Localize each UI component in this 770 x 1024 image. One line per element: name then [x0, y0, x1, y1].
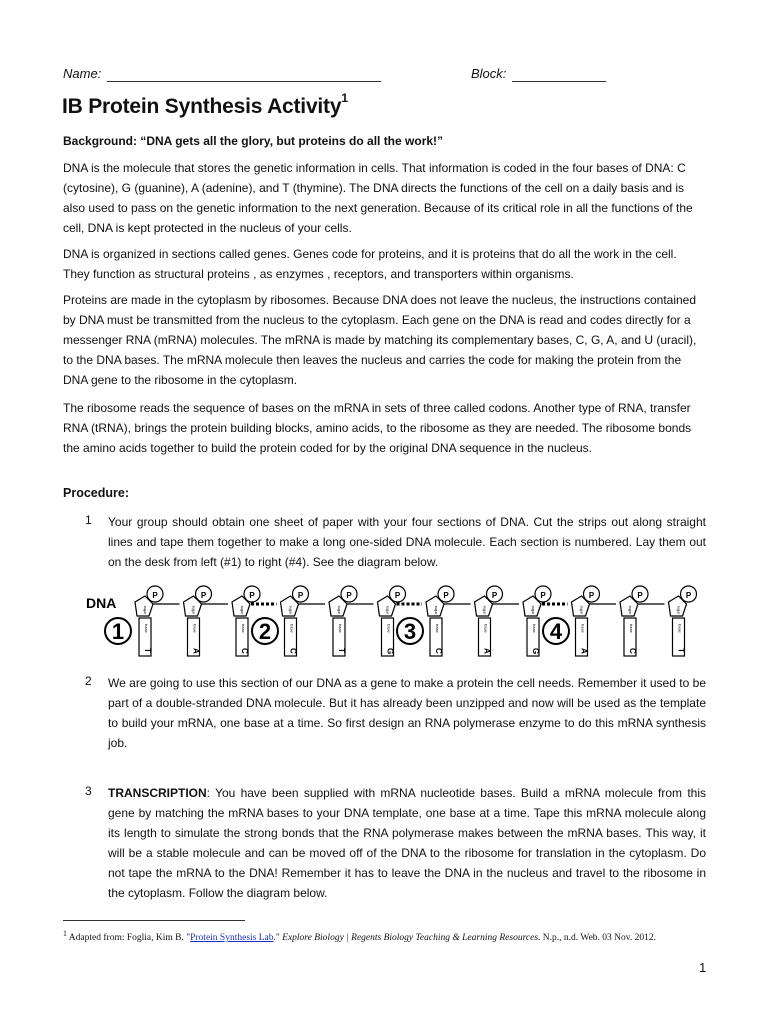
procedure-step-1: Your group should obtain one sheet of paper with your four sections of DNA. Cut the strips out along straight lines and tape them together to make a long one-sided DNA molecule. Each section is numbered. Lay them out on the desk from left (#1) to right (#4). See the diagram below. [108, 515, 706, 569]
dna-label: DNA [86, 595, 117, 611]
procedure-number: 2 [85, 674, 92, 688]
base-prefix-label: base [289, 624, 295, 633]
sugar-label: sugar [434, 605, 438, 615]
paragraph-dna: DNA is the molecule that stores the genetic information in cells. That information is coded in the four bases of DNA: C (cytosine), G (guanine), A (adenine), and T (thymine). The DNA directs the functions of the cell on a daily basis and is also used to pass on the genetic information to the next generation. Because of its critical role in all the functions of the cell, DNA is kept protected in the nucleus of your cells. [63, 161, 693, 235]
paragraph-ribosome: The ribosome reads the sequence of bases on the mRNA in sets of three called codons. Another type of RNA, transfer RNA (tRNA), brings the protein building blocks, amino acids, to the ribosome as they are needed. The ribosome bonds the amino acids together to build the protein coded for by the original DNA sequence in the nucleus. [63, 401, 692, 455]
sugar-label: sugar [337, 605, 341, 615]
base-letter: C [288, 648, 298, 654]
title-text: IB Protein Synthesis Activity [62, 95, 342, 118]
dna-diagram [80, 574, 692, 666]
base-prefix-label: base [241, 624, 246, 633]
base-prefix-label: base [338, 624, 343, 633]
base-letter: C [628, 648, 637, 654]
base-letter: T [337, 648, 346, 653]
transcription-text: : You have been supplied with mRNA nucleotide bases. Build a mRNA molecule from this gene by matching the mRNA bases to your DNA template, one base at a time. Tape this mRNA molecule along its length to simulate the strong bonds that the RNA polymerase makes between the mRNA bases. This way, it will be a stable molecule and can be moved off of the DNA to the ribosome for translation in the cytoplasm. Do not tape the mRNA to the DNA! Remember it has to leave the DNA in the nucleus and travel to the ribosome in the cytoplasm. Follow the diagram below. [108, 786, 706, 900]
sugar-label: sugar [482, 605, 487, 615]
phosphate-label: P [394, 591, 401, 600]
sugar-label: sugar [191, 605, 196, 615]
title-footnote-ref: 1 [341, 91, 348, 105]
phosphate-label: P [637, 591, 643, 600]
base-letter: G [531, 648, 540, 655]
procedure-number: 3 [85, 784, 92, 798]
phosphate-label: P [200, 591, 207, 600]
sugar-label: sugar [628, 605, 632, 615]
base-letter: A [579, 648, 589, 654]
procedure-step-2: We are going to use this section of our DNA as a gene to make a protein the cell needs. Remember it used to be part of a double-stranded DNA molecule. But it has already been unzipped and now will be used as the template to build your mRNA, one base at a time. So first design an RNA polymerase enzyme to do this mRNA synthesis job. [108, 676, 706, 750]
section-number: 2 [258, 619, 272, 644]
sugar-label: sugar [676, 605, 681, 615]
sugar-label: sugar [531, 605, 535, 615]
phosphate-label: P [685, 591, 692, 600]
section-number: 3 [403, 619, 417, 644]
block-blank[interactable] [512, 81, 606, 82]
block-label: Block: [471, 66, 507, 81]
base-letter: C [240, 648, 249, 654]
base-letter: A [191, 648, 201, 654]
base-prefix-label: base [580, 624, 586, 633]
base-prefix-label: base [483, 624, 489, 633]
phosphate-label: P [491, 591, 498, 600]
base-prefix-label: base [144, 624, 149, 633]
sugar-label: sugar [143, 605, 147, 615]
name-label: Name: [63, 66, 102, 81]
footnote-journal: Explore Biology | Regents Biology Teaching & Learning Resources [282, 933, 539, 944]
phosphate-label: P [152, 591, 158, 600]
section-number: 4 [549, 619, 563, 644]
procedure-number: 1 [85, 513, 92, 527]
paragraph-genes: DNA is organized in sections called genes. Genes code for proteins, and it is proteins that do all the work in the cell. They function as structural proteins , as enzymes , receptors, and transporters within organisms. [63, 247, 677, 281]
base-prefix-label: base [192, 624, 198, 633]
page-number: 1 [699, 960, 707, 975]
footnote-rule [63, 920, 245, 921]
phosphate-label: P [443, 591, 449, 600]
base-prefix-label: base [629, 624, 634, 633]
sugar-label: sugar [288, 605, 293, 615]
base-letter: C [434, 648, 443, 654]
sugar-label: sugar [579, 605, 584, 615]
phosphate-label: P [346, 591, 352, 600]
paragraph-proteins: Proteins are made in the cytoplasm by ribosomes. Because DNA does not leave the nucleus, the instructions contained by DNA must be transmitted from the nucleus to the cytoplasm. Each gene on the DNA is read and codes directly for a messenger RNA (mRNA) molecules. The mRNA is made by matching its complementary bases, C, G, A, and U (uracil), to the DNA bases. The mRNA molecule then leaves the nucleus and carries the code for making the protein from the DNA gene to the ribosome in the cytoplasm. [63, 293, 697, 387]
procedure-heading: Procedure: [63, 486, 129, 500]
base-prefix-label: base [435, 624, 440, 633]
sugar-label: sugar [240, 605, 244, 615]
footnote-ref: 1 [63, 929, 67, 938]
footnote-prefix: Adapted from: Foglia, Kim B. " [66, 933, 191, 944]
base-prefix-label: base [386, 624, 392, 633]
background-heading: Background: “DNA gets all the glory, but proteins do all the work!” [63, 134, 444, 148]
phosphate-label: P [297, 591, 304, 600]
phosphate-label: P [540, 591, 546, 600]
base-letter: A [482, 648, 492, 654]
transcription-keyword: TRANSCRIPTION [108, 786, 207, 800]
phosphate-label: P [588, 591, 595, 600]
sugar-label: sugar [385, 605, 390, 615]
page-title [62, 91, 348, 119]
base-prefix-label: base [677, 624, 683, 633]
phosphate-label: P [249, 591, 255, 600]
footnote-link[interactable]: Protein Synthesis Lab [190, 933, 274, 944]
base-prefix-label: base [532, 624, 537, 633]
footnote [63, 929, 656, 943]
footnote-mid: ." [273, 933, 283, 944]
base-letter: G [385, 648, 395, 655]
base-letter: T [676, 648, 686, 653]
procedure-step-3 [108, 783, 706, 903]
base-letter: T [143, 648, 152, 653]
name-blank[interactable] [107, 81, 381, 82]
section-number: 1 [111, 619, 125, 644]
footnote-suffix: . N.p., n.d. Web. 03 Nov. 2012. [538, 933, 657, 944]
